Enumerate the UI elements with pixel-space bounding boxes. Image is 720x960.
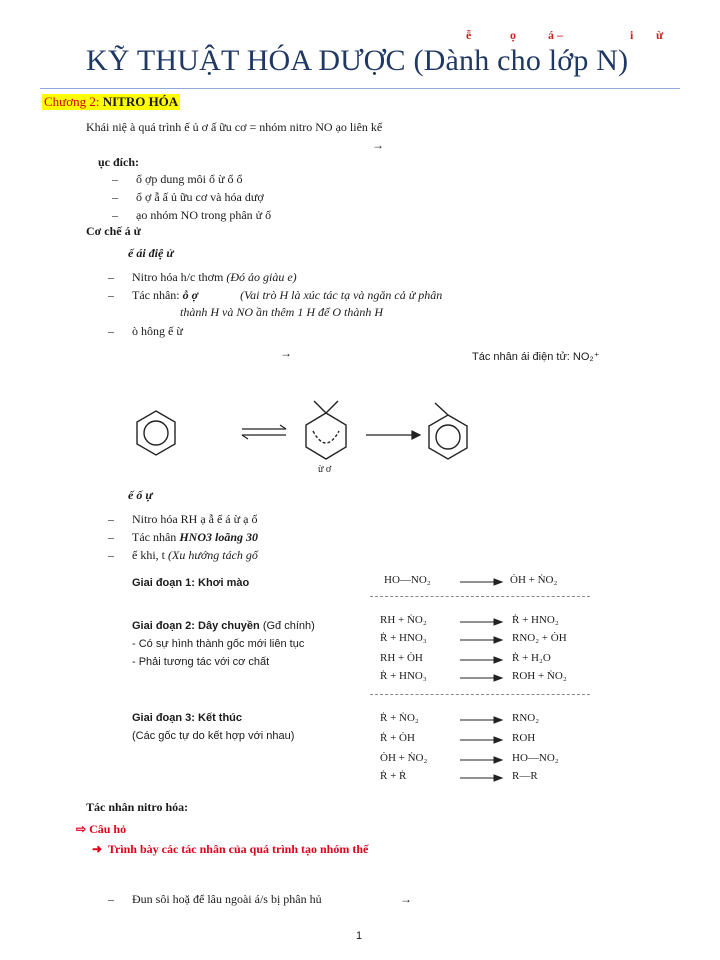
- definition-line: Khái niệ à quá trình ế ủ ơ ấ ữu cơ = nhóm nitro NO ạo liên kế: [86, 120, 383, 134]
- reaction-lhs: RH + ȮH: [380, 652, 423, 664]
- list-item: – ổ ợ ẫ ấ ủ ữu cơ và hóa dượ: [112, 190, 264, 204]
- list-item: – Nitro hóa RH ạ ẫ ể á ừ ạ ố: [108, 512, 258, 526]
- reaction-rhs: HO—NO₂: [512, 752, 559, 764]
- section-heading: ế ái điệ ử: [128, 246, 174, 260]
- agent-label: Tác nhân ái điện tử: NO₂⁺: [472, 351, 600, 363]
- stage-block: Giai đoạn 2: Dây chuyền (Gđ chính): [132, 620, 315, 632]
- chapter-heading: [42, 94, 180, 110]
- reaction-rhs: Ṙ + HNO₂: [512, 614, 559, 626]
- reaction-scheme: [120, 385, 520, 475]
- list-item: – Đun sôi hoặ để lâu ngoài á/s bị phân hủ: [108, 892, 322, 906]
- stage-note: (Các gốc tự do kết hợp với nhau): [132, 730, 295, 742]
- header-mark: ọ: [510, 28, 516, 42]
- list-item: – Tác nhân: ỗ ợ (Vai trò H là xúc tác tạ và ngăn cả ử phân: [108, 288, 443, 302]
- reaction-rhs: ȮH + ṄO₂: [510, 574, 558, 586]
- section-heading: ế ố ự: [128, 488, 153, 502]
- question-label: ⇨ Câu hỏ: [76, 822, 127, 836]
- reaction-lhs: Ṙ + ṄO₂: [380, 712, 419, 724]
- arrow: →: [400, 892, 412, 906]
- arrow: →: [280, 346, 292, 360]
- equilibrium-arrow: [242, 425, 286, 439]
- reaction-rhs: Ṙ + H₂O: [512, 652, 551, 664]
- benzene-ring: [137, 411, 175, 455]
- reaction-lhs: ȮH + ṄO₂: [380, 752, 428, 764]
- nitrobenzene: [429, 403, 467, 459]
- arrow-icon: ➜: [92, 842, 103, 856]
- mechanism-heading: Cơ chế á ử: [86, 224, 141, 238]
- list-item: – ò hông ế ừ: [108, 324, 183, 338]
- header-mark: ễ: [466, 28, 472, 42]
- reaction-lhs: Ṙ + HNO₃: [380, 670, 427, 682]
- title-rule: [40, 88, 680, 89]
- list-item: – ế khi, t (Xu hướng tách gố: [108, 548, 258, 562]
- reaction-rhs: ROH: [512, 732, 536, 744]
- header-mark: i: [630, 28, 634, 42]
- reaction-lhs: Ṙ + Ṙ: [380, 770, 407, 782]
- reaction-lhs: Ṙ + ȮH: [380, 732, 415, 744]
- list-item: – Nitro hóa h/c thơm (Đó ảo giàu e): [108, 270, 297, 284]
- reaction-lhs: RH + ṄO₂: [380, 614, 427, 626]
- reaction-lhs: HO—NO₂: [384, 574, 431, 586]
- purpose-heading: ục đích:: [98, 155, 140, 169]
- reaction-arrow: [366, 431, 420, 439]
- list-item: – ạo nhóm NO trong phân ử ổ: [112, 208, 272, 222]
- pointer-icon: ⇨: [76, 822, 87, 836]
- reaction-rhs: R—R: [512, 770, 538, 782]
- stage-title: Giai đoạn 2: Dây chuyền: [132, 620, 260, 632]
- stage-note: - Có sự hình thành gốc mới liên tục: [132, 638, 305, 650]
- page-number: 1: [356, 930, 363, 942]
- arrow: →: [372, 138, 384, 152]
- reaction-rhs: RNO₂: [512, 712, 540, 724]
- header-mark: ừ: [656, 28, 664, 42]
- agents-heading: Tác nhân nitro hóa:: [86, 800, 189, 814]
- continuation-line: thành H và NO ần thêm 1 H để O thành H: [180, 305, 383, 319]
- intermediate-label: ừ ơ: [318, 464, 332, 475]
- question-text: ➜ Trình bày các tác nhân của quá trình tạo nhóm thế: [92, 842, 369, 856]
- reaction-arrows: [458, 574, 506, 784]
- page-title: KỸ THUẬT HÓA DƯỢC (Dành cho lớp N): [86, 44, 629, 77]
- stage-note: - Phải tương tác với cơ chất: [132, 656, 270, 668]
- list-item: – ổ ợp dung môi ổ ừ ổ ổ: [112, 172, 243, 186]
- reaction-rhs: ROH + ṄO₂: [512, 670, 567, 682]
- reaction-rhs: RNO₂ + ȮH: [512, 632, 567, 644]
- stage-title: Giai đoạn 3: Kết thúc: [132, 712, 243, 724]
- chapter-prefix: Chương 2:: [44, 94, 100, 109]
- sigma-complex: [306, 401, 346, 459]
- chapter-name: NITRO HÓA: [102, 94, 179, 109]
- reaction-lhs: Ṙ + HNO₃: [380, 632, 427, 644]
- list-item: – Tác nhân HNO3 loãng 30: [108, 530, 258, 544]
- header-mark: á –: [548, 28, 563, 42]
- stage-title: Giai đoạn 1: Khơi mào: [132, 577, 250, 589]
